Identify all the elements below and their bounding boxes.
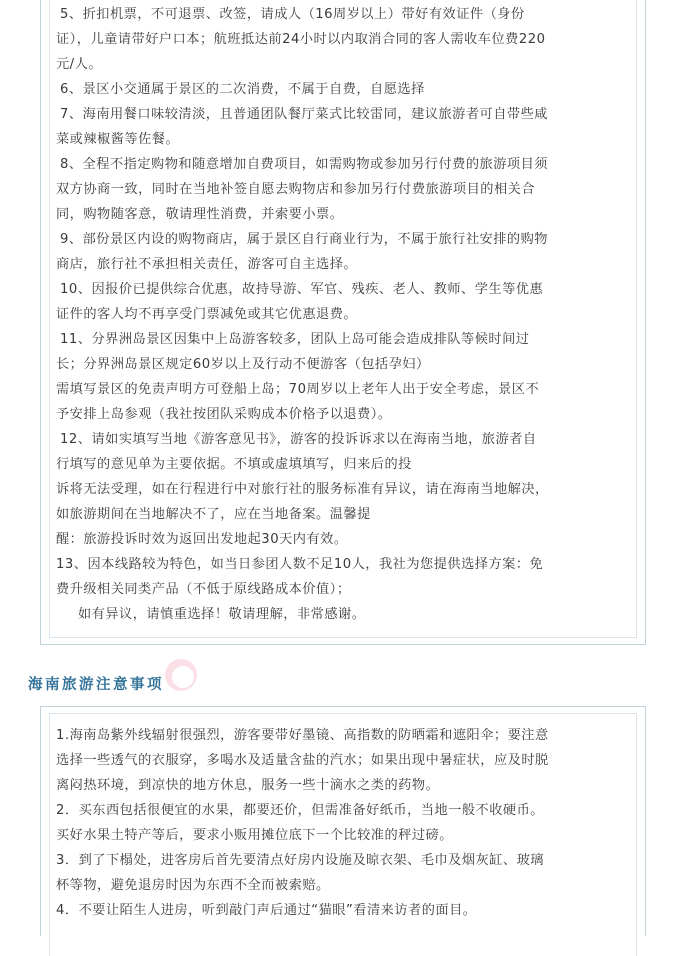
note-line: 予安排上岛参观（我社按团队采购成本价格予以退费）。	[56, 407, 392, 422]
section-title: 海南旅游注意事项	[28, 677, 164, 693]
note-line: 如旅游期间在当地解决不了，应在当地备案。温馨提	[56, 507, 371, 522]
note-line: 6、景区小交通属于景区的二次消费，不属于自费，自愿选择	[60, 82, 425, 97]
note-line: 证件的客人均不再享受门票减免或其它优惠退费。	[56, 307, 358, 322]
decorative-circle-icon	[162, 656, 200, 694]
note-line: 9、部份景区内设的购物商店，属于景区自行商业行为，不属于旅行社安排的购物	[60, 232, 548, 247]
note-line: 8、全程不指定购物和随意增加自费项目，如需购物或参加另行付费的旅游项目须	[60, 157, 548, 172]
note-line: 证），儿童请带好户口本；航班抵达前24小时以内取消合同的客人需收车位费220	[56, 32, 546, 47]
note-line: 商店，旅行社不承担相关责任，游客可自主选择。	[56, 257, 358, 272]
note-line: 买好水果土特产等后，要求小贩用摊位底下一个比较准的秤过磅。	[56, 828, 453, 843]
note-line: 费升级相关同类产品（不低于原线路成本价值）；	[56, 582, 351, 597]
note-line: 诉将无法受理，如在行程进行中对旅行社的服务标准有异议，请在海南当地解决，	[56, 482, 549, 497]
note-line: 行填写的意见单为主要依据。不填或虚填填写，归来后的投	[56, 457, 412, 472]
note-line: 11、分界洲岛景区因集中上岛游客较多，团队上岛可能会造成排队等候时间过	[60, 332, 530, 347]
note-line: 同，购物随客意，敬请理性消费，并索要小票。	[56, 207, 344, 222]
note-line: 杯等物，避免退房时因为东西不全而被索赔。	[56, 878, 330, 893]
note-line: 离闷热环境，到凉快的地方休息，服务一些十滴水之类的药物。	[56, 778, 440, 793]
note-line: 5、折扣机票，不可退票、改签，请成人（16周岁以上）带好有效证件（身份	[60, 7, 525, 22]
note-line: 7、海南用餐口味较清淡，且普通团队餐厅菜式比较雷同，建议旅游者可自带些咸	[60, 107, 548, 122]
note-line: 13、因本线路较为特色，如当日参团人数不足10人，我社为您提供选择方案：免	[56, 557, 544, 572]
note-line: 需填写景区的免责声明方可登船上岛；70周岁以上老年人出于安全考虑，景区不	[56, 382, 540, 397]
note-line: 1.海南岛紫外线辐射很强烈，游客要带好墨镜、高指数的防晒霜和遮阳伞；要注意	[56, 728, 549, 743]
note-line: 如有异议，请慎重选择！敬请理解，非常感谢。	[78, 607, 366, 622]
note-line: 3．到了下榻处，进客房后首先要清点好房内设施及晾衣架、毛巾及烟灰缸、玻璃	[56, 853, 544, 868]
note-line: 菜或辣椒酱等佐餐。	[56, 132, 180, 147]
note-line: 醒：旅游投诉时效为返回出发地起30天内有效。	[56, 532, 348, 547]
note-line: 选择一些透气的衣服穿，多喝水及适量含盐的汽水；如果出现中暑症状，应及时脱	[56, 753, 549, 768]
note-line: 12、请如实填写当地《游客意见书》，游客的投诉诉求以在海南当地，旅游者自	[60, 432, 537, 447]
note-line: 4．不要让陌生人进房，听到敲门声后通过“猫眼”看清来访者的面目。	[56, 903, 477, 918]
note-line: 长；分界洲岛景区规定60岁以上及行动不便游客（包括孕妇）	[56, 357, 430, 372]
note-line: 双方协商一致，同时在当地补签自愿去购物店和参加另行付费旅游项目的相关合	[56, 182, 536, 197]
note-line: 元/人。	[56, 57, 103, 72]
note-line: 2．买东西包括很便宜的水果，都要还价，但需准备好纸币，当地一般不收硬币。	[56, 803, 544, 818]
note-line: 10、因报价已提供综合优惠，故持导游、军官、残疾、老人、教师、学生等优惠	[60, 282, 544, 297]
